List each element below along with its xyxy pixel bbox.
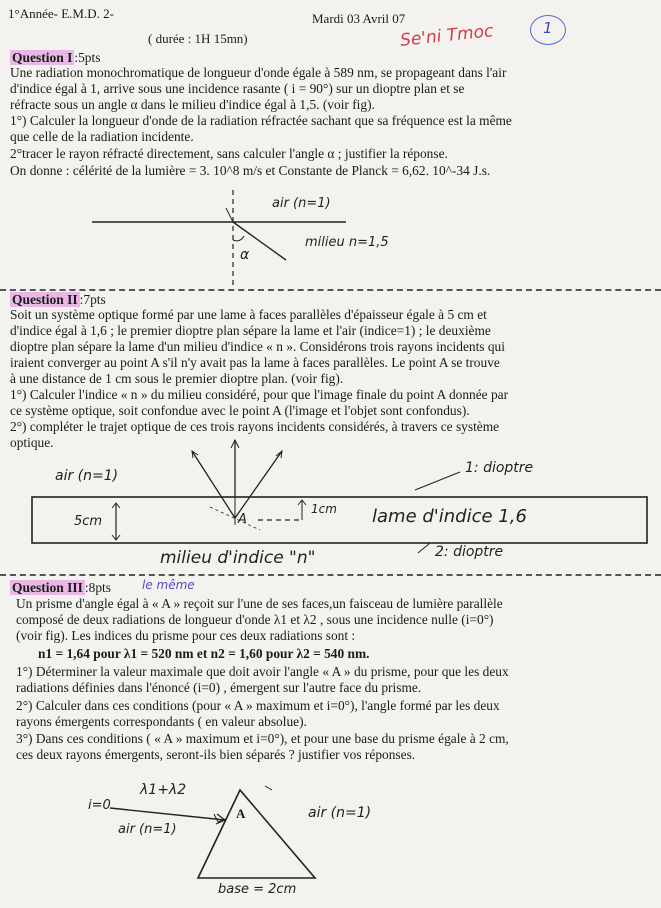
q3-line-6: radiations définies dans l'énoncé (i=0) , émergent sur l'autre face du prisme. bbox=[16, 680, 422, 695]
q1-line-4: 1°) Calculer la longueur d'onde de la radiation réfractée sachant que sa fréquence est la même bbox=[10, 113, 512, 128]
q2-label: Question II bbox=[12, 292, 78, 307]
q3-label: Question III bbox=[12, 580, 83, 595]
q2-line-8: 2°) compléter le trajet optique de ces trois rayons incidents considérés, à travers ce système bbox=[10, 419, 500, 434]
q3-line-4: n1 = 1,64 pour λ1 = 520 nm et n2 = 1,60 pour λ2 = 540 nm. bbox=[38, 646, 370, 661]
q3-fig-beam: λ1+λ2 bbox=[140, 782, 187, 798]
q2-points: :7pts bbox=[79, 292, 106, 307]
course-title: 1°Année- E.M.D. 2- bbox=[8, 6, 114, 21]
q2-line-9: optique. bbox=[10, 435, 54, 450]
q1-line-1: Une radiation monochromatique de longueur d'onde égale à 589 nm, se propageant dans l'air bbox=[10, 65, 507, 80]
q2-line-1: Soit un système optique formé par une lame à faces parallèles d'épaisseur égale à 5 cm et bbox=[10, 307, 487, 322]
q2-fig-dioptre2: 2: dioptre bbox=[435, 544, 504, 560]
q2-line-3: dioptre plan sépare la lame d'un milieu d'indice « n ». Considérons trois rayons incidents qui bbox=[10, 339, 505, 354]
page-number: 1 bbox=[543, 19, 553, 37]
q3-line-10: ces deux rayons émergents, seront-ils bien séparés ? justifier vos réponses. bbox=[16, 747, 416, 762]
q1-fig-air: air (n=1) bbox=[272, 196, 331, 211]
q3-fig-base: base = 2cm bbox=[218, 882, 297, 897]
q2-line-5: à une distance de 1 cm sous le premier dioptre plan. (voir fig). bbox=[10, 371, 344, 386]
q3-points: :8pts bbox=[84, 580, 111, 595]
q1-fig-angle: α bbox=[240, 247, 250, 263]
exam-duration: ( durée : 1H 15mn) bbox=[148, 31, 248, 46]
q3-fig-air-right: air (n=1) bbox=[308, 805, 372, 821]
q2-fig-dioptre1: 1: dioptre bbox=[465, 460, 534, 476]
q2-line-2: d'indice égal à 1,6 ; le premier dioptre plan sépare la lame et l'air (indice=1) ; le deuxième bbox=[10, 323, 491, 338]
handwritten-name: Se'ni Tmoc bbox=[399, 21, 495, 51]
q1-points: :5pts bbox=[74, 50, 101, 65]
q3-fig-incidence: i=0 bbox=[88, 798, 111, 813]
q3-line-8: rayons émergents correspondants ( en valeur absolue). bbox=[16, 714, 307, 729]
q2-line-7: ce système optique, soit confondue avec le point A (l'image et l'objet sont confondus). bbox=[10, 403, 470, 418]
q1-label: Question I bbox=[12, 50, 73, 65]
q3-handwritten-note: le même bbox=[142, 578, 195, 592]
q2-line-6: 1°) Calculer l'indice « n » du milieu considéré, pour que l'image finale du point A donnée par bbox=[10, 387, 509, 402]
q2-fig-thickness: 5cm bbox=[74, 514, 103, 529]
q3-line-5: 1°) Déterminer la valeur maximale que doit avoir l'angle « A » du prisme, pour que les deux bbox=[16, 664, 509, 679]
q2-fig-medium: milieu d'indice "n" bbox=[160, 548, 316, 568]
q1-line-5: que celle de la radiation incidente. bbox=[10, 129, 194, 144]
q2-fig-air: air (n=1) bbox=[55, 468, 119, 484]
q3-line-7: 2°) Calculer dans ces conditions (pour « A » maximum et i=0°), l'angle formé par les deux bbox=[16, 698, 500, 713]
q1-line-2: d'indice égal à 1, arrive sous une incidence rasante ( i = 90°) sur un dioptre plan et se bbox=[10, 81, 465, 96]
exam-date: Mardi 03 Avril 07 bbox=[312, 11, 406, 26]
q1-line-7: On donne : célérité de la lumière = 3. 10^8 m/s et Constante de Planck = 6,62. 10^-34 J.s. bbox=[10, 163, 491, 178]
q3-line-2: composé de deux radiations de longueur d'onde λ1 et λ2 , sous une incidence nulle (i=0°) bbox=[16, 612, 494, 627]
q1-line-3: réfracte sous un angle α dans le milieu d'indice égal à 1,5. (voir fig). bbox=[10, 97, 375, 112]
q2-fig-plate: lame d'indice 1,6 bbox=[372, 506, 527, 527]
q2-fig-distance: 1cm bbox=[311, 502, 337, 516]
q3-line-9: 3°) Dans ces conditions ( « A » maximum et i=0°), et pour une base du prisme égale à 2 cm, bbox=[16, 731, 509, 746]
q2-line-4: iraient converger au point A s'il n'y avait pas la lame à faces parallèles. Le point A se trouve bbox=[10, 355, 500, 370]
q3-fig-air-left: air (n=1) bbox=[118, 822, 177, 837]
q3-line-1: Un prisme d'angle égal à « A » reçoit sur l'une de ses faces,un faisceau de lumière parallèle bbox=[16, 596, 503, 611]
q1-line-6: 2°tracer le rayon réfracté directement, sans calculer l'angle α ; justifier la réponse. bbox=[10, 146, 448, 161]
q1-fig-medium: milieu n=1,5 bbox=[305, 235, 389, 250]
q3-line-3: (voir fig). Les indices du prisme pour ces deux radiations sont : bbox=[16, 628, 356, 643]
q3-fig-apex: A bbox=[236, 806, 246, 821]
q2-fig-point-a: A bbox=[238, 512, 247, 527]
